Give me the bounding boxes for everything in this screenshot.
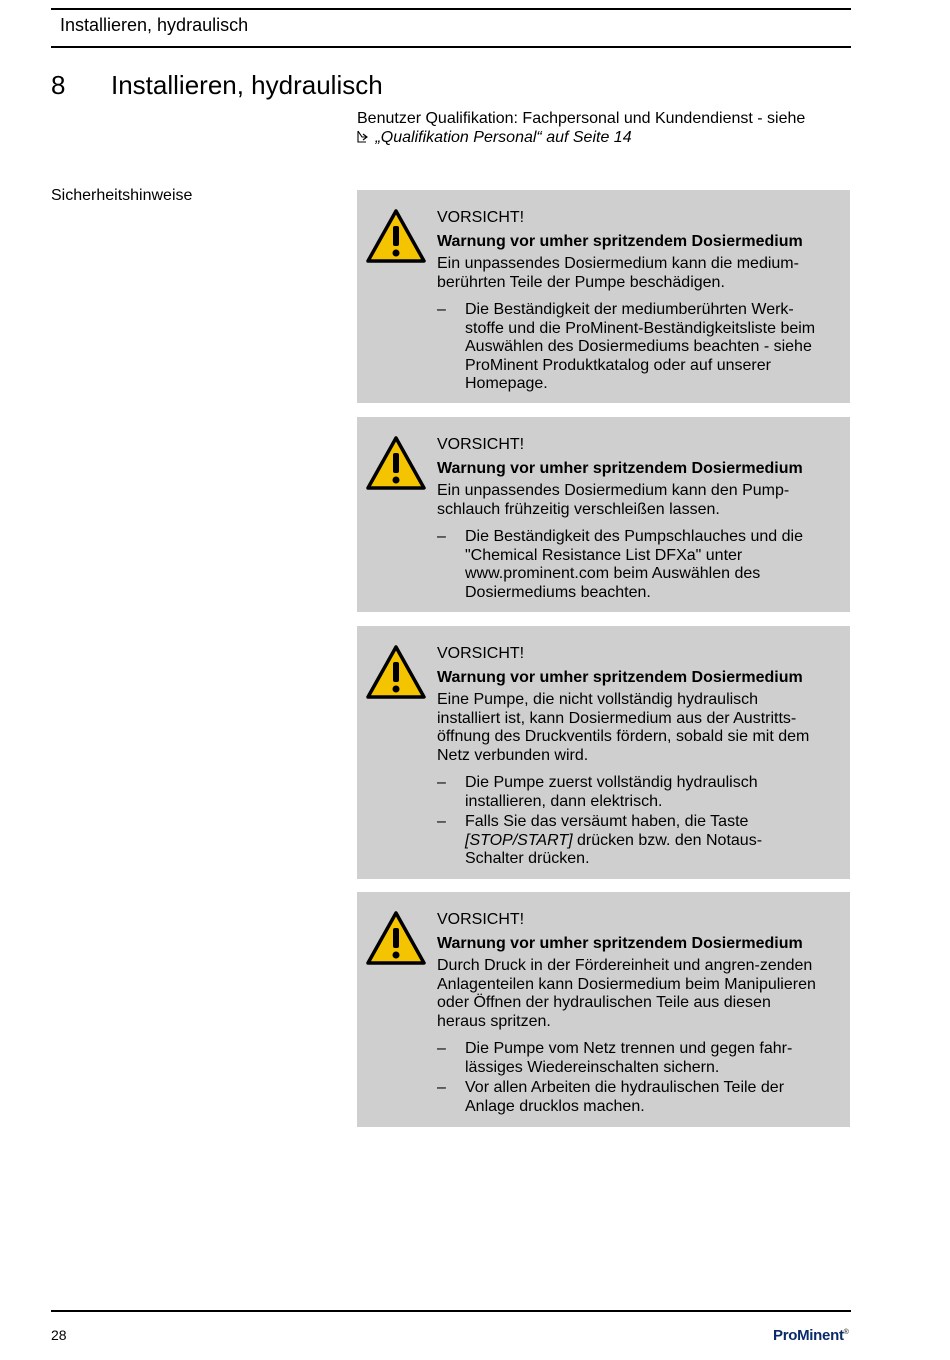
- chapter-title: Installieren, hydraulisch: [111, 70, 383, 100]
- dash-bullet: –: [437, 1079, 446, 1096]
- chapter-number: 8: [51, 70, 66, 100]
- warning-title: Warnung vor umher spritzendem Dosiermedium: [437, 233, 803, 250]
- list-item-text: Vor allen Arbeiten die hydraulischen Teile der Anlage drucklos machen.: [465, 1079, 785, 1115]
- list-item: [437, 774, 820, 811]
- warning-signal-word: VORSICHT!: [437, 911, 525, 928]
- logo-registered: ®: [843, 1329, 849, 1336]
- arrow-link-icon: [357, 129, 375, 146]
- warning-measures: [437, 301, 820, 394]
- warning-box: [357, 417, 850, 612]
- list-item: [437, 1040, 820, 1077]
- page-number: 28: [51, 1327, 67, 1343]
- list-item-text: Falls Sie das versäumt haben, die Taste: [465, 813, 749, 830]
- list-item: [437, 1079, 820, 1116]
- warning-measures: [437, 774, 820, 869]
- warning-box: [357, 190, 850, 403]
- warning-triangle-icon: [365, 644, 427, 700]
- list-item-text: Die Beständigkeit der mediumberührten Werk-stoffe und die ProMinent-Beständigkeitsliste beim Auswählen des Dosiermediums beachten - siehe ProMinent Produktkatalog oder auf unserer Homepage.: [465, 301, 816, 392]
- header-top-rule: [51, 8, 851, 10]
- prominent-logo: [773, 1327, 849, 1344]
- warning-signal-word: VORSICHT!: [437, 645, 525, 662]
- warning-measures: [437, 528, 820, 602]
- warning-signal-word: VORSICHT!: [437, 436, 525, 453]
- warning-text: Eine Pumpe, die nicht vollständig hydraulisch installiert ist, kann Dosiermedium aus der Austritts-öffnung des Druckventils fördern, sobald sie mit dem Netz verbunden wird.: [437, 691, 810, 764]
- header-bottom-rule: [51, 46, 851, 48]
- list-item-text: Die Pumpe vom Netz trennen und gegen fahr-lässiges Wiedereinschalten sichern.: [465, 1040, 793, 1076]
- list-item-text: Die Pumpe zuerst vollständig hydraulisch installieren, dann elektrisch.: [465, 774, 758, 810]
- list-item: [437, 528, 820, 602]
- list-item-text: drücken bzw. den Notaus-Schalter drücken.: [465, 831, 763, 867]
- warning-title: Warnung vor umher spritzendem Dosiermedium: [437, 669, 803, 686]
- dash-bullet: –: [437, 301, 446, 318]
- list-item: [437, 813, 820, 869]
- dash-bullet: –: [437, 813, 446, 830]
- warning-triangle-icon: [365, 910, 427, 966]
- list-item: [437, 301, 820, 394]
- qualification-link[interactable]: „Qualifikation Personal“ auf Seite 14: [375, 129, 632, 146]
- dash-bullet: –: [437, 774, 446, 791]
- footer-rule: [51, 1310, 851, 1312]
- logo-pro: Pro: [773, 1327, 798, 1344]
- chapter-heading: [51, 70, 383, 101]
- warning-triangle-icon: [365, 435, 427, 491]
- key-label: [STOP/START]: [465, 831, 573, 849]
- warning-box: [357, 892, 850, 1127]
- qualification-note: [357, 109, 847, 147]
- warning-title: Warnung vor umher spritzendem Dosiermedium: [437, 935, 803, 952]
- logo-minent: Minent: [797, 1327, 844, 1344]
- list-item-text: Die Beständigkeit des Pumpschlauches und die "Chemical Resistance List DFXa" unter www.prominent.com beim Auswählen des Dosiermediums beachten.: [465, 528, 803, 601]
- warning-text: Ein unpassendes Dosiermedium kann den Pump-schlauch frühzeitig verschleißen lassen.: [437, 482, 790, 518]
- warning-title: Warnung vor umher spritzendem Dosiermedium: [437, 460, 803, 477]
- warning-signal-word: VORSICHT!: [437, 209, 525, 226]
- dash-bullet: –: [437, 528, 446, 545]
- qualification-text: Benutzer Qualifikation: Fachpersonal und Kundendienst - siehe: [357, 110, 806, 127]
- warning-box: [357, 626, 850, 879]
- warning-text: Ein unpassendes Dosiermedium kann die medium-berührten Teile der Pumpe beschädigen.: [437, 255, 799, 291]
- section-side-heading: Sicherheitshinweise: [51, 187, 193, 204]
- dash-bullet: –: [437, 1040, 446, 1057]
- warning-text: Durch Druck in der Fördereinheit und angren-zenden Anlagenteilen kann Dosiermedium beim Manipulieren oder Öffnen der hydraulischen Teile aus diesen heraus spritzen.: [437, 957, 816, 1030]
- warning-triangle-icon: [365, 208, 427, 264]
- running-header: Installieren, hydraulisch: [60, 15, 249, 35]
- warning-measures: [437, 1040, 820, 1116]
